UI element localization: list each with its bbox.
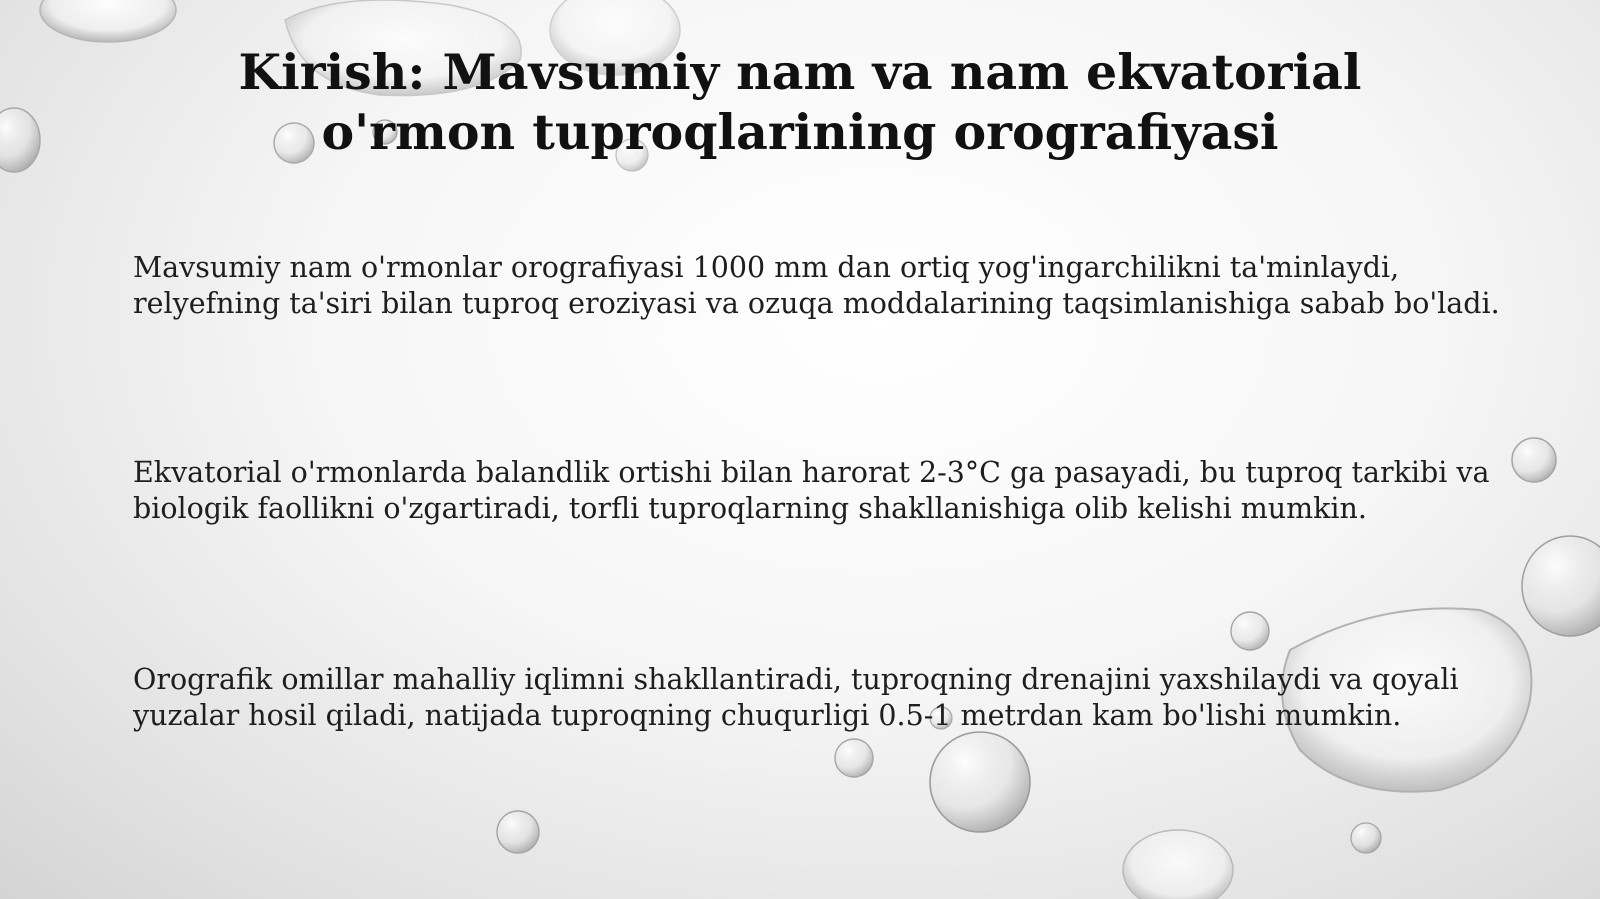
body-paragraph: Mavsumiy nam o'rmonlar orografiyasi 1000 mm dan ortiq yog'ingarchilikni ta'minlaydi, relyefning ta'siri bilan tuproq eroziyasi va ozuqa moddalarining taqsimlanishiga sabab bo'ladi.: [133, 251, 1500, 320]
water-drop: [1123, 830, 1233, 899]
body-paragraph: Orografik omillar mahalliy iqlimni shakllantiradi, tuproqning drenajini yaxshilaydi va qoyali yuzalar hosil qiladi, natijada tuproqning chuqurligi 0.5-1 metrdan kam bo'lishi mumkin.: [133, 663, 1459, 732]
body-paragraph: Ekvatorial o'rmonlarda balandlik ortishi bilan harorat 2-3°C ga pasayadi, bu tuproq tarkibi va biologik faollikni o'zgartiradi, torfli tuproqlarning shakllanishiga olib kelishi mumkin.: [133, 456, 1490, 525]
water-drop: [0, 108, 40, 172]
water-drop: [1351, 823, 1381, 853]
slide-title: Kirish: Mavsumiy nam va nam ekvatorial o'rmon tuproqlarining orografiyasi: [238, 43, 1362, 161]
water-drop: [1512, 438, 1556, 482]
water-drop: [1231, 612, 1269, 650]
water-drop: [40, 0, 176, 42]
water-drop: [497, 811, 539, 853]
water-drop: [835, 739, 873, 777]
water-drop: [1522, 536, 1600, 636]
water-drop: [930, 732, 1030, 832]
